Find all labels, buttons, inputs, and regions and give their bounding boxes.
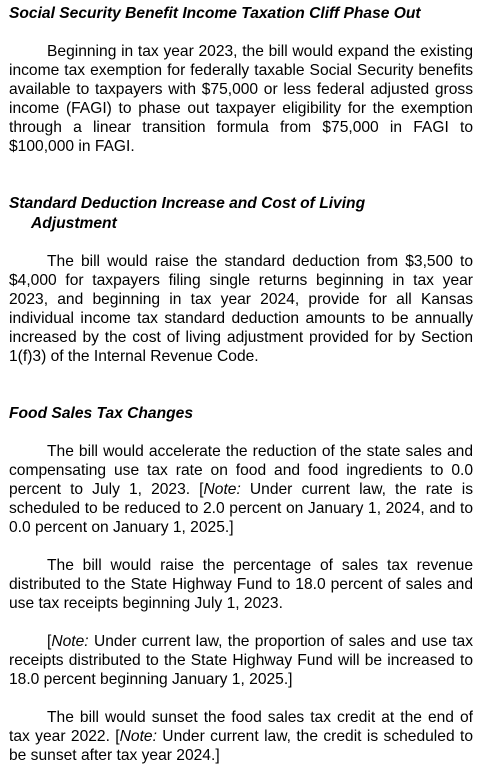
text-run: The bill would sunset the food sales tax credit at the end of tax year 2022. [ bbox=[9, 709, 473, 745]
text-run: [ bbox=[47, 633, 52, 650]
paragraph-social-security: Beginning in tax year 2023, the bill would expand the existing income tax exemption for federally taxable Social Security benefits available to taxpayers with $75,000 or less federal adjusted gross income (FAGI) to phase out taxpayer eligibility for the exemption through a linear transition formula from $75,000 in FAGI to $100,000 in FAGI. bbox=[9, 43, 473, 155]
text-run: The bill would accelerate the reduction of the state sales and compensating use tax rate on food and food ingredients to 0.0 percent to July 1, 2023. [ bbox=[9, 443, 473, 498]
text-run: Under current law, the rate is scheduled to be reduced to 2.0 percent on January 1, 2024, and to 0.0 percent on January 1, 2025.] bbox=[9, 481, 473, 536]
section-heading-food-sales-tax: Food Sales Tax Changes bbox=[9, 405, 193, 422]
section-heading-standard-deduction bbox=[9, 194, 473, 234]
paragraph-standard-deduction: The bill would raise the standard deduction from $3,500 to $4,000 for taxpayers filing single returns beginning in tax year 2023, and beginning in tax year 2024, provide for all Kansas individual income tax standard deduction amounts to be annually increased by the cost of living adjustment provided for by Section 1(f)3) of the Internal Revenue Code. bbox=[9, 253, 473, 365]
note-label: Note: bbox=[203, 481, 241, 498]
paragraph-highway-fund: The bill would raise the percentage of sales tax revenue distributed to the State Highway Fund to 18.0 percent of sales and use tax receipts beginning July 1, 2023. bbox=[9, 557, 473, 612]
note-label: Note: bbox=[119, 728, 157, 745]
paragraph-food-tax-rate bbox=[9, 442, 473, 537]
heading-line-1: Standard Deduction Increase and Cost of Living bbox=[9, 195, 366, 212]
note-label: Note: bbox=[51, 633, 89, 650]
text-run: Under current law, the proportion of sales and use tax receipts distributed to the State Highway Fund will be increased to 18.0 percent beginning January 1, 2025.] bbox=[9, 633, 473, 688]
text-run: Under current law, the credit is scheduled to be sunset after tax year 2024.] bbox=[9, 728, 473, 764]
section-heading-social-security: Social Security Benefit Income Taxation Cliff Phase Out bbox=[9, 5, 421, 22]
paragraph-food-credit-sunset bbox=[9, 708, 473, 765]
paragraph-highway-note bbox=[9, 632, 473, 689]
heading-line-2: Adjustment bbox=[31, 215, 117, 232]
